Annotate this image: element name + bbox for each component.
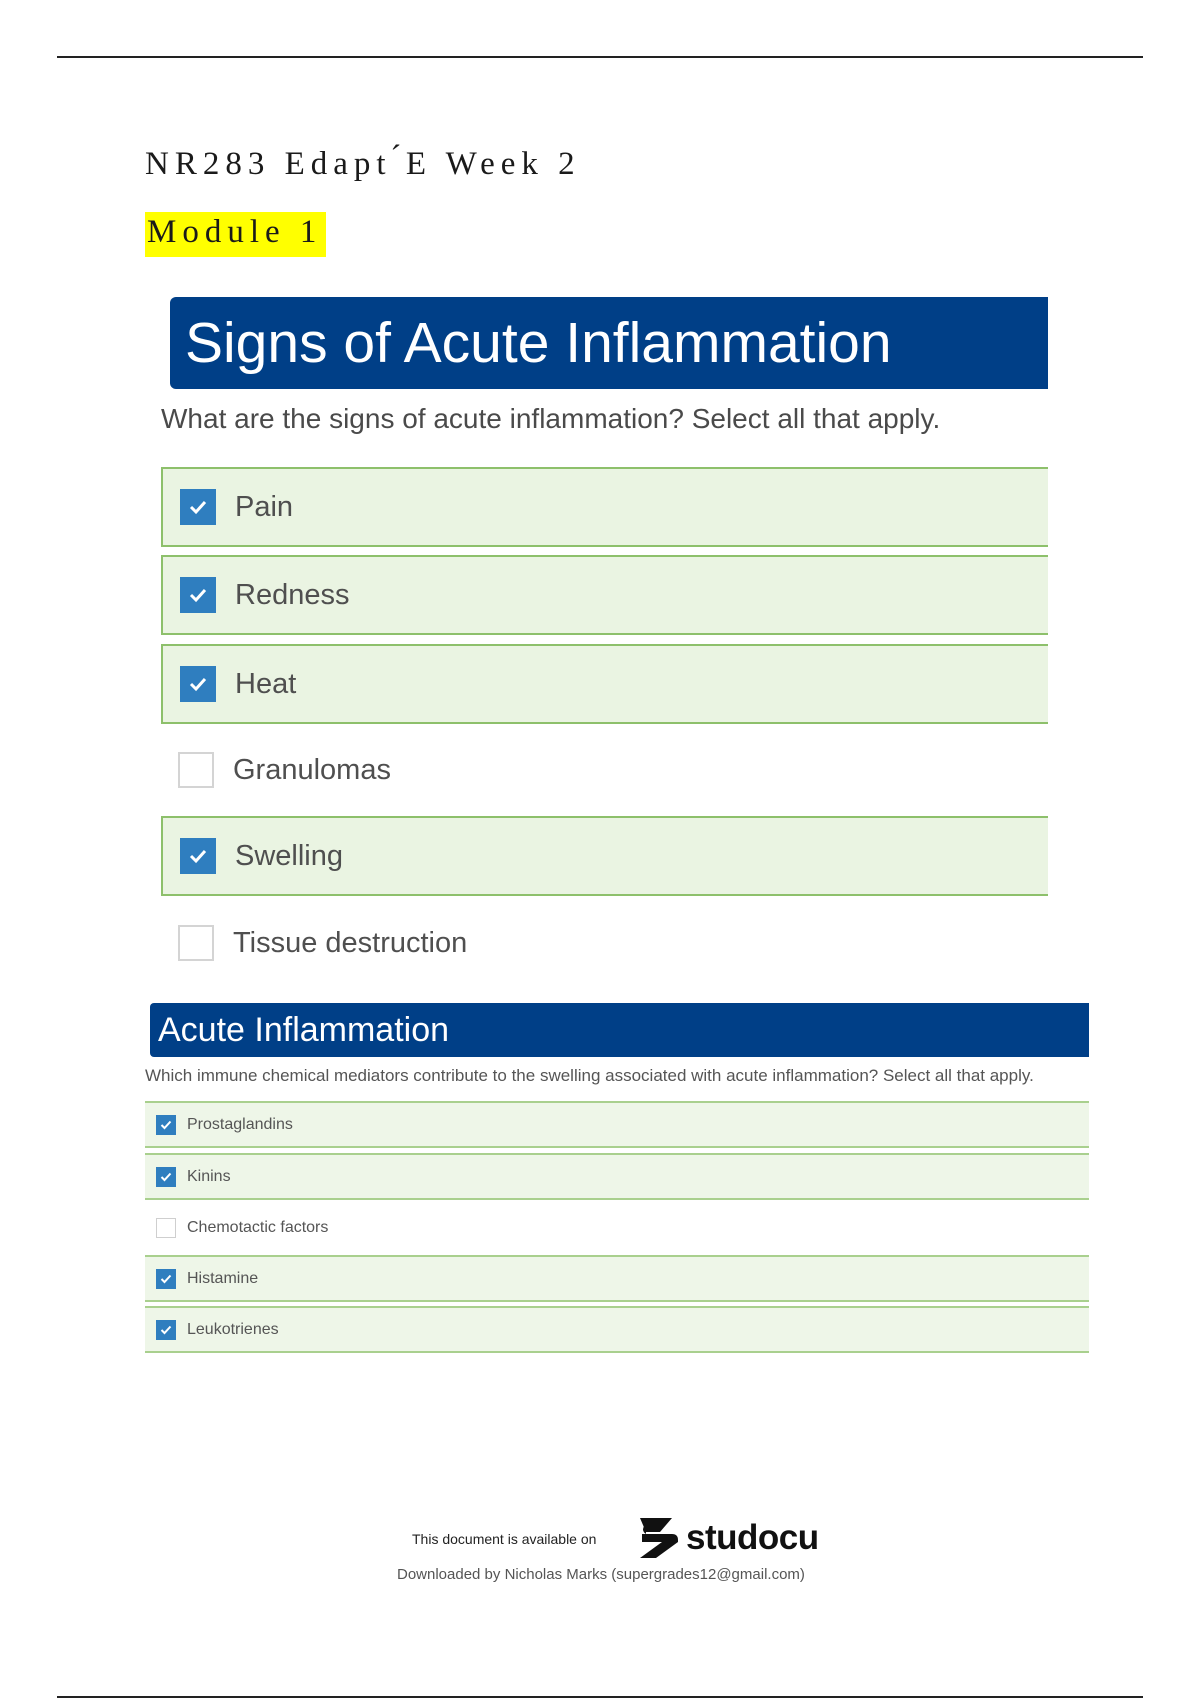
- question1-prompt: What are the signs of acute inflammation? Select all that apply.: [161, 403, 941, 434]
- question1-heading-bar: [170, 297, 1048, 389]
- checkbox-checked-icon[interactable]: [180, 577, 216, 613]
- q1-option-tissue-destruction[interactable]: [161, 903, 1048, 983]
- bottom-rule: [57, 1696, 1143, 1698]
- q1-option-swelling[interactable]: [161, 816, 1048, 896]
- option-label: Pain: [235, 490, 294, 523]
- option-label: Chemotactic factors: [187, 1218, 329, 1236]
- option-label: Redness: [235, 578, 350, 611]
- q1-option-granulomas[interactable]: [161, 730, 1048, 810]
- q2-option-kinins[interactable]: [145, 1153, 1089, 1200]
- checkbox-unchecked-icon[interactable]: [156, 1218, 176, 1238]
- footer-downloaded-by: Downloaded by Nicholas Marks (supergrades12@gmail.com): [397, 1566, 805, 1583]
- option-label: Kinins: [187, 1167, 231, 1185]
- q2-option-histamine[interactable]: [145, 1255, 1089, 1302]
- footer-available-text: This document is available on: [412, 1531, 597, 1547]
- checkbox-checked-icon[interactable]: [156, 1269, 176, 1289]
- option-label: Swelling: [235, 839, 343, 872]
- question2-heading-bar: [150, 1003, 1089, 1057]
- option-label: Tissue destruction: [233, 926, 468, 959]
- checkbox-checked-icon[interactable]: [180, 838, 216, 874]
- checkbox-checked-icon[interactable]: [156, 1167, 176, 1187]
- option-label: Granulomas: [233, 753, 391, 786]
- top-rule: [57, 56, 1143, 58]
- q1-option-heat[interactable]: [161, 644, 1048, 724]
- question2-prompt: Which immune chemical mediators contribute to the swelling associated with acute inflammation? Select all that apply.: [145, 1066, 1034, 1085]
- q2-option-prostaglandins[interactable]: [145, 1101, 1089, 1148]
- option-label: Heat: [235, 667, 297, 700]
- q1-option-pain[interactable]: [161, 467, 1048, 547]
- q2-option-leukotrienes[interactable]: [145, 1306, 1089, 1353]
- studocu-wordmark: studocu: [686, 1518, 819, 1557]
- question2-heading: Acute Inflammation: [158, 1010, 450, 1049]
- checkbox-checked-icon[interactable]: [156, 1115, 176, 1135]
- module-label: Module 1: [145, 212, 326, 257]
- checkbox-checked-icon[interactable]: [180, 666, 216, 702]
- checkbox-unchecked-icon[interactable]: [178, 752, 214, 788]
- question1-heading: Signs of Acute Inflammation: [185, 311, 892, 375]
- q1-option-redness[interactable]: [161, 555, 1048, 635]
- checkbox-checked-icon[interactable]: [180, 489, 216, 525]
- checkbox-checked-icon[interactable]: [156, 1320, 176, 1340]
- option-label: Leukotrienes: [187, 1320, 279, 1338]
- studocu-logo[interactable]: [632, 1512, 819, 1564]
- checkbox-unchecked-icon[interactable]: [178, 925, 214, 961]
- q2-option-chemotactic-factors[interactable]: [145, 1204, 1089, 1251]
- document-title: NR283 Edapt ́E Week 2: [145, 146, 581, 182]
- option-label: Histamine: [187, 1269, 259, 1287]
- studocu-logo-icon: [632, 1512, 684, 1564]
- option-label: Prostaglandins: [187, 1115, 293, 1133]
